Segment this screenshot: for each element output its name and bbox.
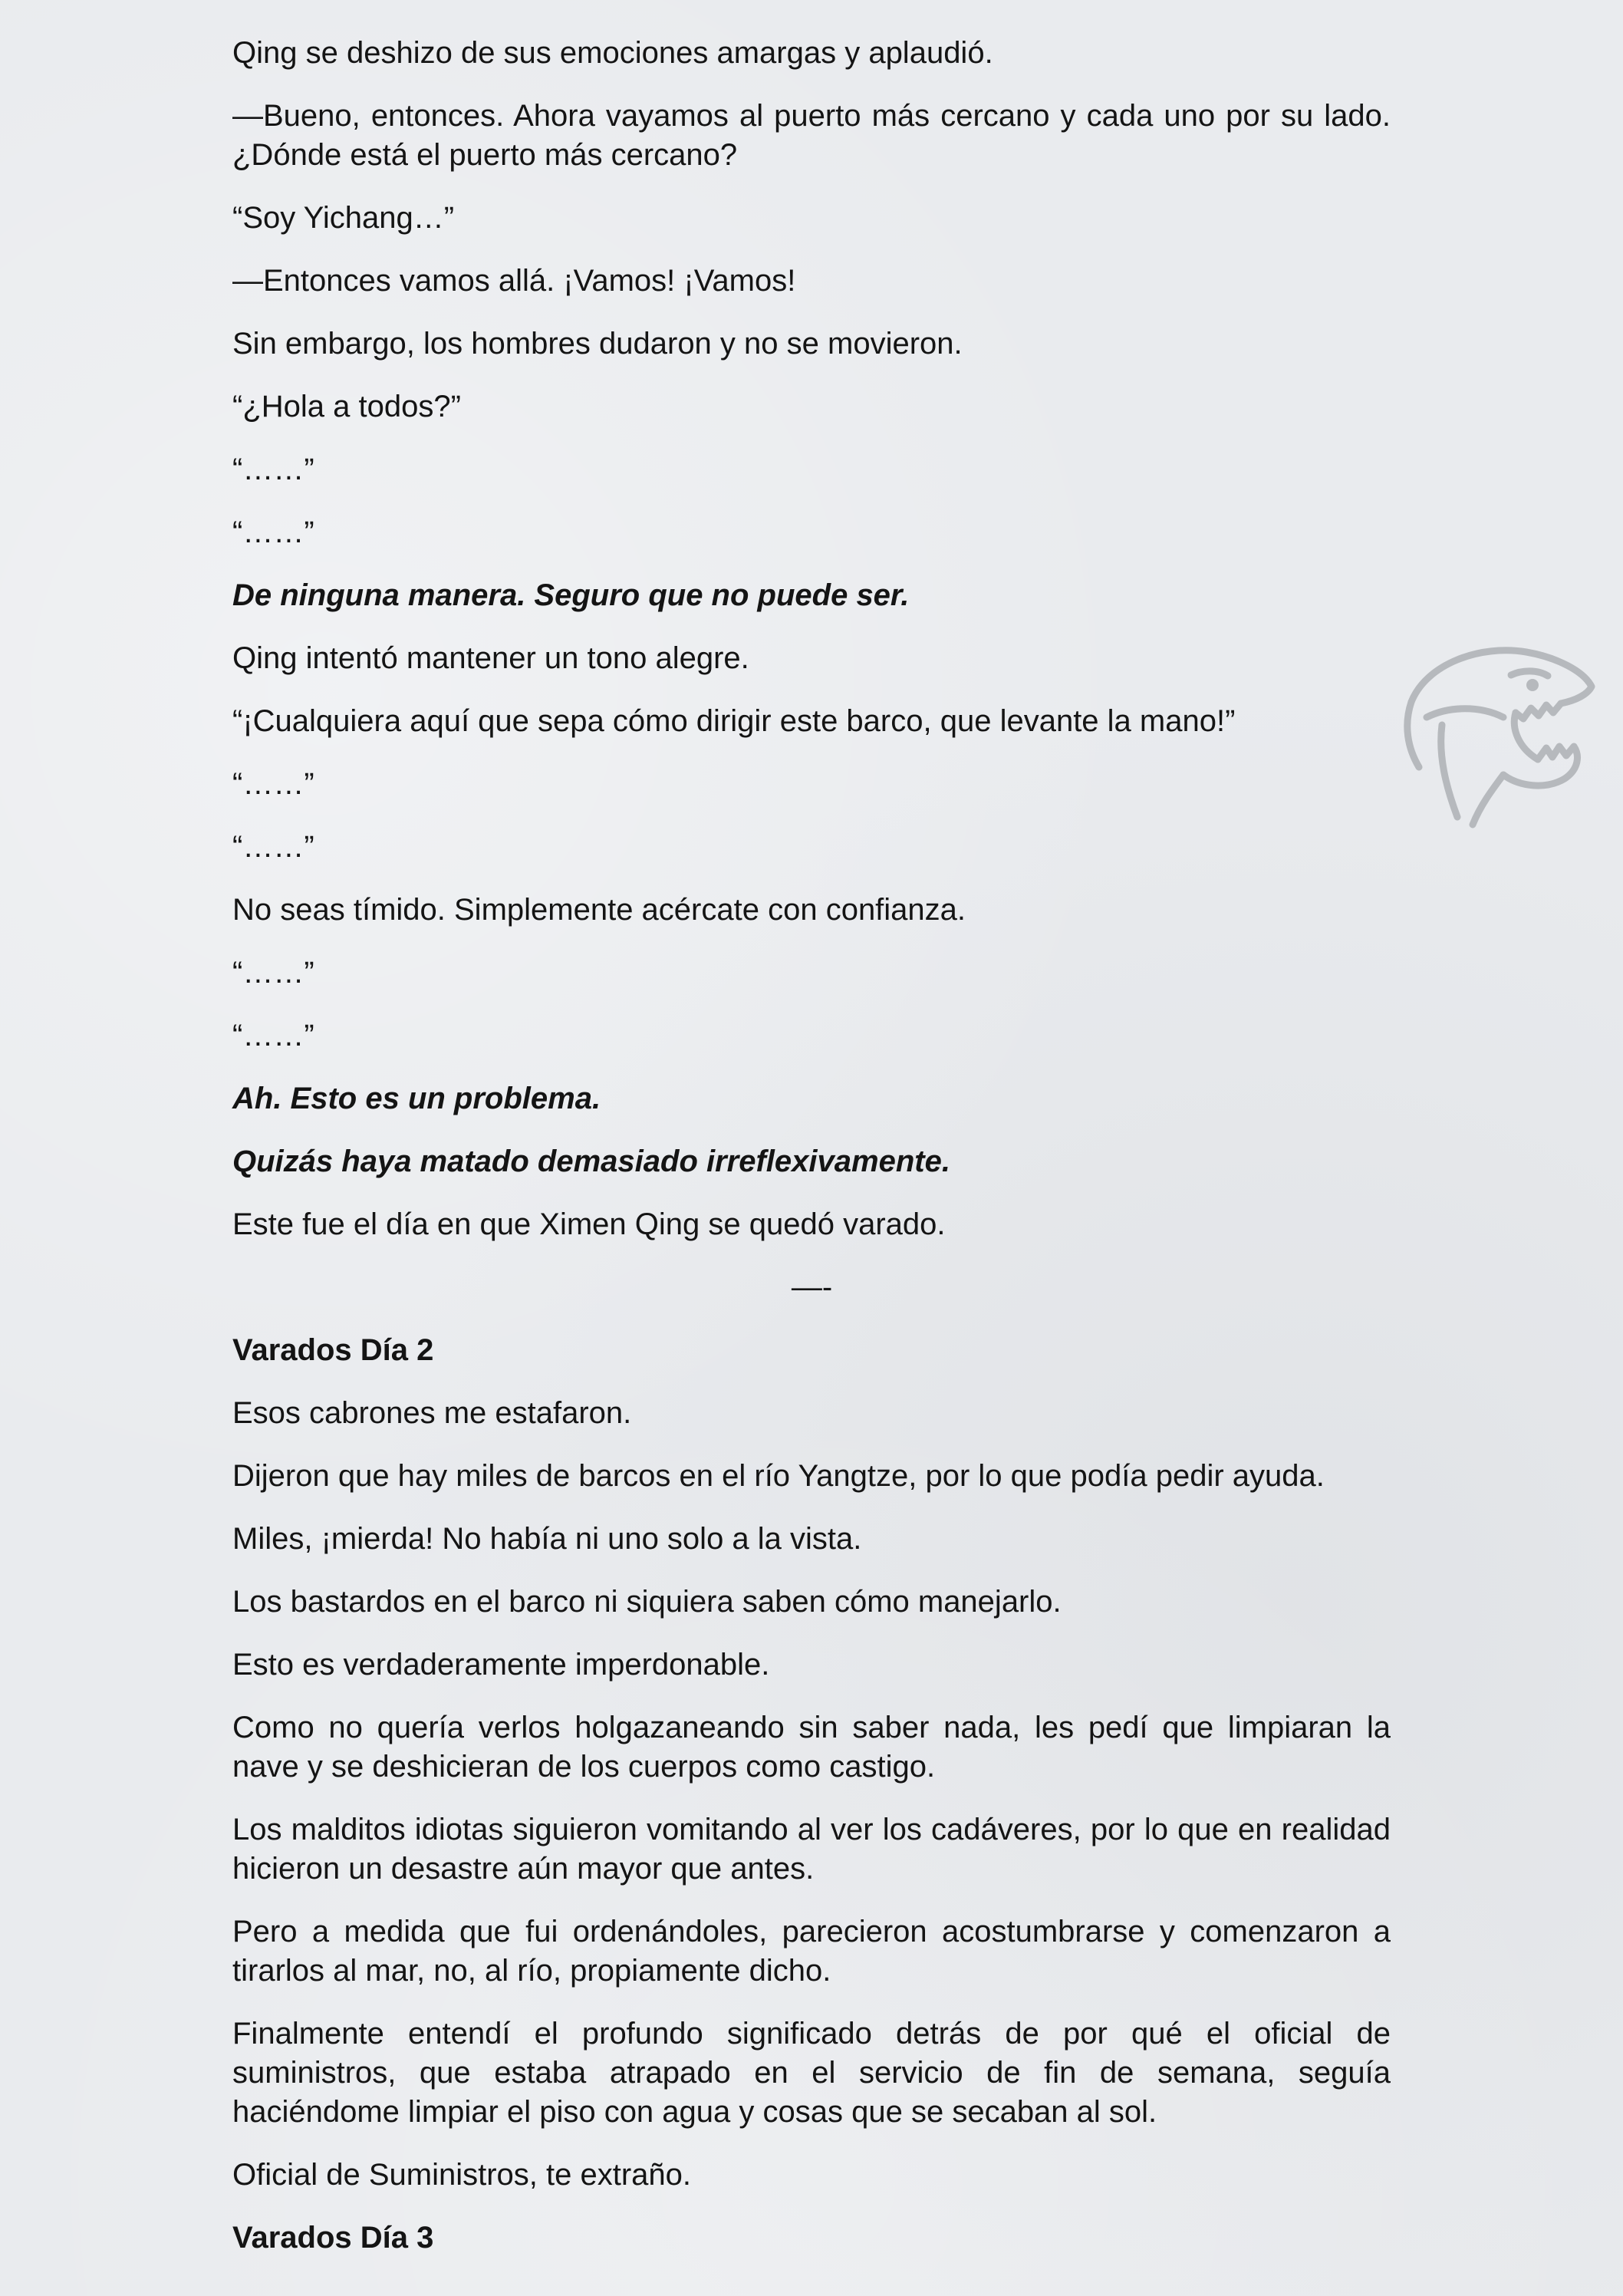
paragraph: Dijeron que hay miles de barcos en el río Yangtze, por lo que podía pedir ayuda. (232, 1459, 1325, 1493)
paragraph: Esto es verdaderamente imperdonable. (232, 1648, 770, 1682)
emphasized-paragraph: Quizás haya matado demasiado irreflexivamente. (232, 1145, 950, 1178)
paragraph: Qing se deshizo de sus emociones amargas y aplaudió. (232, 36, 993, 70)
paragraph: “……” (232, 453, 314, 486)
paragraph: Este fue el día en que Ximen Qing se quedó varado. (232, 1207, 946, 1241)
paragraph: “……” (232, 767, 314, 801)
paragraph: “……” (232, 1019, 314, 1052)
paragraph: Sin embargo, los hombres dudaron y no se movieron. (232, 327, 963, 361)
document-body (232, 34, 1391, 2281)
emphasized-paragraph: De ninguna manera. Seguro que no puede ser. (232, 578, 910, 612)
section-separator: —- (791, 1270, 833, 1304)
paragraph: “……” (232, 956, 314, 990)
paragraph: Como no quería verlos holgazaneando sin saber nada, les pedí que limpiaran la nave y se deshicieran de los cuerpos como castigo. (232, 1711, 1391, 1784)
paragraph: “¡Cualquiera aquí que sepa cómo dirigir este barco, que levante la mano!” (232, 704, 1236, 738)
paragraph: —Bueno, entonces. Ahora vayamos al puerto más cercano y cada uno por su lado. ¿Dónde está el puerto más cercano? (232, 99, 1391, 172)
section-heading: Varados Día 3 (232, 2221, 434, 2255)
paragraph: Los malditos idiotas siguieron vomitando al ver los cadáveres, por lo que en realidad hicieron un desastre aún mayor que antes. (232, 1813, 1391, 1886)
paragraph: Oficial de Suministros, te extraño. (232, 2158, 692, 2192)
paragraph: —Entonces vamos allá. ¡Vamos! ¡Vamos! (232, 264, 796, 298)
paragraph: No seas tímido. Simplemente acércate con confianza. (232, 893, 966, 927)
paragraph: Qing intentó mantener un tono alegre. (232, 641, 749, 675)
paragraph: Pero a medida que fui ordenándoles, parecieron acostumbrarse y comenzaron a tirarlos al mar, no, al río, propiamente dicho. (232, 1915, 1391, 1988)
paragraph: Los bastardos en el barco ni siquiera saben cómo manejarlo. (232, 1585, 1062, 1619)
paragraph: Esos cabrones me estafaron. (232, 1396, 632, 1430)
paragraph: “……” (232, 516, 314, 549)
dinosaur-head-icon (1396, 633, 1603, 832)
paragraph: Miles, ¡mierda! No había ni uno solo a la vista. (232, 1522, 862, 1556)
paragraph: “……” (232, 830, 314, 864)
emphasized-paragraph: Ah. Esto es un problema. (232, 1082, 601, 1115)
section-heading: Varados Día 2 (232, 1333, 434, 1367)
paragraph: Finalmente entendí el profundo significado detrás de por qué el oficial de suministros, que estaba atrapado en el servicio de fin de semana, seguía haciéndome limpiar el piso con agua y cosas que se secaban al sol. (232, 2017, 1391, 2129)
paragraph: “¿Hola a todos?” (232, 390, 461, 423)
paragraph: “Soy Yichang…” (232, 201, 455, 235)
